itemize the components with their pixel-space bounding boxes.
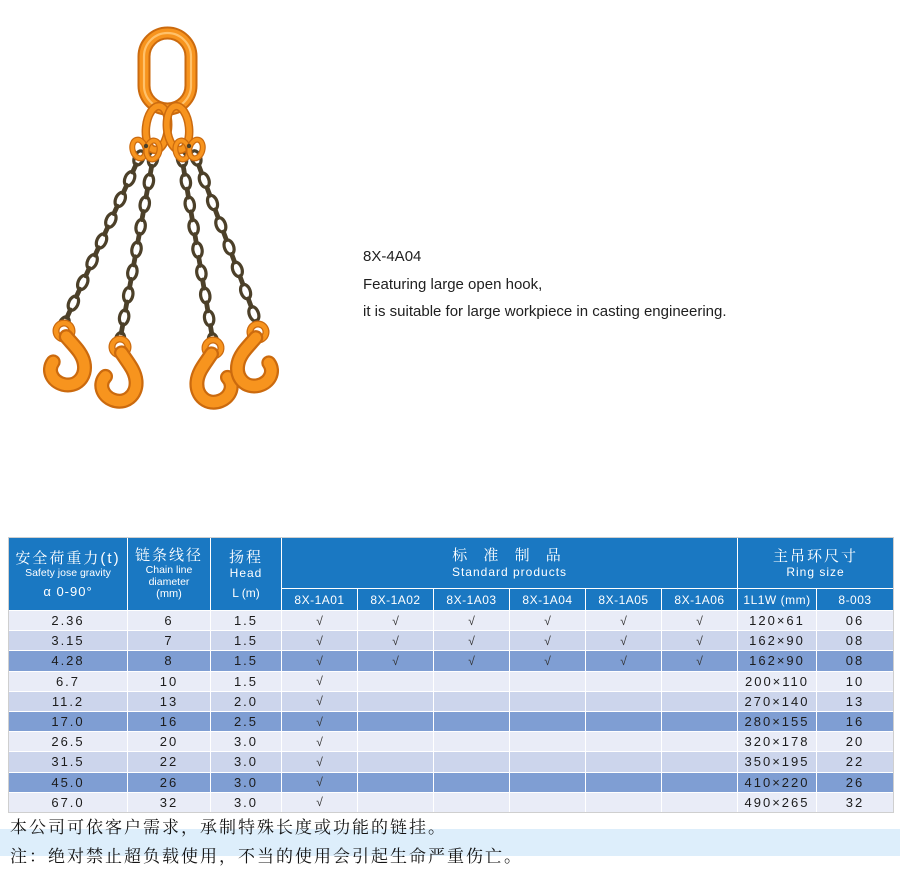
load-cell: 4.28 bbox=[9, 651, 127, 670]
check-cell bbox=[358, 732, 433, 751]
check-cell: √ bbox=[282, 712, 357, 731]
check-cell bbox=[434, 732, 509, 751]
check-cell bbox=[662, 752, 737, 771]
check-cell: √ bbox=[434, 651, 509, 670]
ring-code-cell: 08 bbox=[817, 631, 893, 650]
ring-code-cell: 26 bbox=[817, 773, 893, 792]
check-cell: √ bbox=[282, 752, 357, 771]
chain-legs-group bbox=[57, 149, 263, 349]
ring-code-cell: 20 bbox=[817, 732, 893, 751]
header-standard-zh: 标 准 制 品 bbox=[452, 547, 567, 564]
check-cell: √ bbox=[662, 611, 737, 630]
master-link bbox=[144, 33, 191, 109]
check-cell: √ bbox=[282, 611, 357, 630]
ring-cell: 350×195 bbox=[738, 752, 816, 771]
header-chain-diameter bbox=[128, 538, 210, 610]
header-head-zh: 扬程 bbox=[228, 548, 263, 566]
header-head-unit: L (m) bbox=[232, 585, 260, 600]
check-cell: √ bbox=[662, 631, 737, 650]
diameter-cell: 20 bbox=[128, 732, 210, 751]
check-cell: √ bbox=[358, 611, 433, 630]
head-cell: 3.0 bbox=[211, 752, 281, 771]
check-cell bbox=[586, 752, 661, 771]
load-cell: 31.5 bbox=[9, 752, 127, 771]
ring-code-cell: 06 bbox=[817, 611, 893, 630]
check-cell: √ bbox=[282, 773, 357, 792]
check-cell bbox=[586, 672, 661, 691]
ring-cell: 162×90 bbox=[738, 651, 816, 670]
chain-link bbox=[222, 238, 236, 255]
check-cell bbox=[662, 692, 737, 711]
ring-code-cell: 22 bbox=[817, 752, 893, 771]
product-desc-line1: Featuring large open hook, bbox=[363, 275, 543, 293]
check-cell: √ bbox=[510, 611, 585, 630]
check-cell bbox=[510, 672, 585, 691]
check-cell bbox=[434, 672, 509, 691]
check-cell bbox=[434, 712, 509, 731]
check-cell bbox=[586, 732, 661, 751]
spec-table bbox=[8, 537, 894, 813]
hook-2 bbox=[98, 338, 138, 403]
check-cell bbox=[358, 692, 433, 711]
check-cell: √ bbox=[662, 651, 737, 670]
check-cell: √ bbox=[282, 793, 357, 812]
head-cell: 3.0 bbox=[211, 732, 281, 751]
check-cell: √ bbox=[282, 651, 357, 670]
diameter-cell: 22 bbox=[128, 752, 210, 771]
chain-link bbox=[247, 305, 261, 322]
header-standard-products-group bbox=[282, 538, 737, 588]
sling-illustration bbox=[0, 0, 360, 430]
ring-cell: 270×140 bbox=[738, 692, 816, 711]
header-code-8X-1A04: 8X-1A04 bbox=[510, 589, 585, 610]
ring-cell: 120×61 bbox=[738, 611, 816, 630]
load-cell: 6.7 bbox=[9, 672, 127, 691]
check-cell bbox=[434, 773, 509, 792]
head-cell: 3.0 bbox=[211, 773, 281, 792]
ring-code-cell: 08 bbox=[817, 651, 893, 670]
check-cell: √ bbox=[586, 611, 661, 630]
check-cell: √ bbox=[282, 732, 357, 751]
hook-1 bbox=[41, 320, 88, 388]
check-cell: √ bbox=[282, 692, 357, 711]
ring-cell: 490×265 bbox=[738, 793, 816, 812]
diameter-cell: 10 bbox=[128, 672, 210, 691]
check-cell bbox=[586, 692, 661, 711]
product-desc-line2: it is suitable for large workpiece in casting engineering. bbox=[363, 303, 727, 320]
load-cell: 67.0 bbox=[9, 793, 127, 812]
chain-link bbox=[214, 216, 228, 233]
diameter-cell: 26 bbox=[128, 773, 210, 792]
header-head-en: Head bbox=[229, 565, 263, 580]
check-cell bbox=[358, 773, 433, 792]
ring-code-cell: 16 bbox=[817, 712, 893, 731]
check-cell: √ bbox=[586, 651, 661, 670]
header-code-8X-1A02: 8X-1A02 bbox=[358, 589, 433, 610]
chain-link bbox=[206, 194, 220, 211]
check-cell bbox=[662, 712, 737, 731]
diameter-cell: 13 bbox=[128, 692, 210, 711]
head-cell: 1.5 bbox=[211, 611, 281, 630]
chain-link bbox=[230, 261, 244, 278]
header-safety-angle: α 0-90° bbox=[43, 583, 93, 599]
product-description bbox=[363, 243, 727, 326]
product-model: 8X-4A04 bbox=[363, 248, 422, 265]
head-cell: 1.5 bbox=[211, 651, 281, 670]
check-cell: √ bbox=[434, 611, 509, 630]
header-code-8X-1A01: 8X-1A01 bbox=[282, 589, 357, 610]
diameter-cell: 8 bbox=[128, 651, 210, 670]
check-cell: √ bbox=[358, 631, 433, 650]
check-cell bbox=[662, 672, 737, 691]
ring-cell: 200×110 bbox=[738, 672, 816, 691]
diameter-cell: 16 bbox=[128, 712, 210, 731]
header-ring-size-group bbox=[738, 538, 893, 588]
check-cell: √ bbox=[358, 651, 433, 670]
ring-cell: 280×155 bbox=[738, 712, 816, 731]
hook-3 bbox=[195, 339, 235, 404]
check-cell bbox=[358, 672, 433, 691]
load-cell: 3.15 bbox=[9, 631, 127, 650]
header-ring-code: 8-003 bbox=[817, 589, 893, 610]
header-safety-load bbox=[9, 538, 127, 610]
ring-cell: 162×90 bbox=[738, 631, 816, 650]
check-cell bbox=[358, 712, 433, 731]
header-code-8X-1A03: 8X-1A03 bbox=[434, 589, 509, 610]
check-cell bbox=[586, 793, 661, 812]
check-cell bbox=[358, 752, 433, 771]
load-cell: 11.2 bbox=[9, 692, 127, 711]
check-cell: √ bbox=[282, 631, 357, 650]
check-cell bbox=[510, 752, 585, 771]
header-chain-en2: diameter bbox=[148, 576, 190, 588]
load-cell: 26.5 bbox=[9, 732, 127, 751]
check-cell: √ bbox=[434, 631, 509, 650]
header-code-8X-1A05: 8X-1A05 bbox=[586, 589, 661, 610]
header-ring-en: Ring size bbox=[786, 564, 845, 579]
check-cell bbox=[662, 793, 737, 812]
head-cell: 1.5 bbox=[211, 672, 281, 691]
head-cell: 1.5 bbox=[211, 631, 281, 650]
header-chain-unit: (mm) bbox=[156, 588, 182, 600]
header-safety-zh: 安全荷重力(t) bbox=[15, 549, 121, 567]
check-cell bbox=[510, 712, 585, 731]
ring-code-cell: 13 bbox=[817, 692, 893, 711]
check-cell bbox=[510, 692, 585, 711]
diameter-cell: 32 bbox=[128, 793, 210, 812]
check-cell: √ bbox=[510, 651, 585, 670]
check-cell bbox=[586, 712, 661, 731]
load-cell: 2.36 bbox=[9, 611, 127, 630]
head-cell: 3.0 bbox=[211, 793, 281, 812]
header-chain-en1: Chain line bbox=[145, 564, 193, 576]
header-chain-zh: 链条线径 bbox=[134, 547, 203, 564]
check-cell bbox=[662, 773, 737, 792]
check-cell: √ bbox=[586, 631, 661, 650]
head-cell: 2.5 bbox=[211, 712, 281, 731]
check-cell bbox=[434, 692, 509, 711]
hook-4 bbox=[234, 321, 281, 389]
diameter-cell: 6 bbox=[128, 611, 210, 630]
note-custom-length: 本公司可依客户需求，承制特殊长度或功能的链挂。 bbox=[10, 818, 447, 837]
check-cell bbox=[662, 732, 737, 751]
ring-code-cell: 32 bbox=[817, 793, 893, 812]
ring-cell: 410×220 bbox=[738, 773, 816, 792]
header-standard-en: Standard products bbox=[451, 565, 568, 579]
check-cell: √ bbox=[282, 672, 357, 691]
check-cell bbox=[510, 732, 585, 751]
header-safety-en: Safety jose gravity bbox=[25, 566, 111, 579]
header-ring-zh: 主吊环尺寸 bbox=[772, 547, 858, 565]
check-cell bbox=[510, 793, 585, 812]
load-cell: 17.0 bbox=[9, 712, 127, 731]
header-head-length bbox=[211, 538, 281, 610]
check-cell bbox=[358, 793, 433, 812]
header-code-8X-1A06: 8X-1A06 bbox=[662, 589, 737, 610]
chain-link bbox=[197, 172, 211, 189]
ring-code-cell: 10 bbox=[817, 672, 893, 691]
head-cell: 2.0 bbox=[211, 692, 281, 711]
check-cell bbox=[434, 793, 509, 812]
ring-cell: 320×178 bbox=[738, 732, 816, 751]
check-cell bbox=[434, 752, 509, 771]
chain-link bbox=[239, 283, 253, 300]
note-overload-warning: 注：绝对禁止超负载使用，不当的使用会引起生命严重伤亡。 bbox=[10, 847, 523, 866]
diameter-cell: 7 bbox=[128, 631, 210, 650]
load-cell: 45.0 bbox=[9, 773, 127, 792]
check-cell bbox=[586, 773, 661, 792]
check-cell bbox=[510, 773, 585, 792]
header-ring-dim: 1L1W (mm) bbox=[738, 589, 816, 610]
check-cell: √ bbox=[510, 631, 585, 650]
